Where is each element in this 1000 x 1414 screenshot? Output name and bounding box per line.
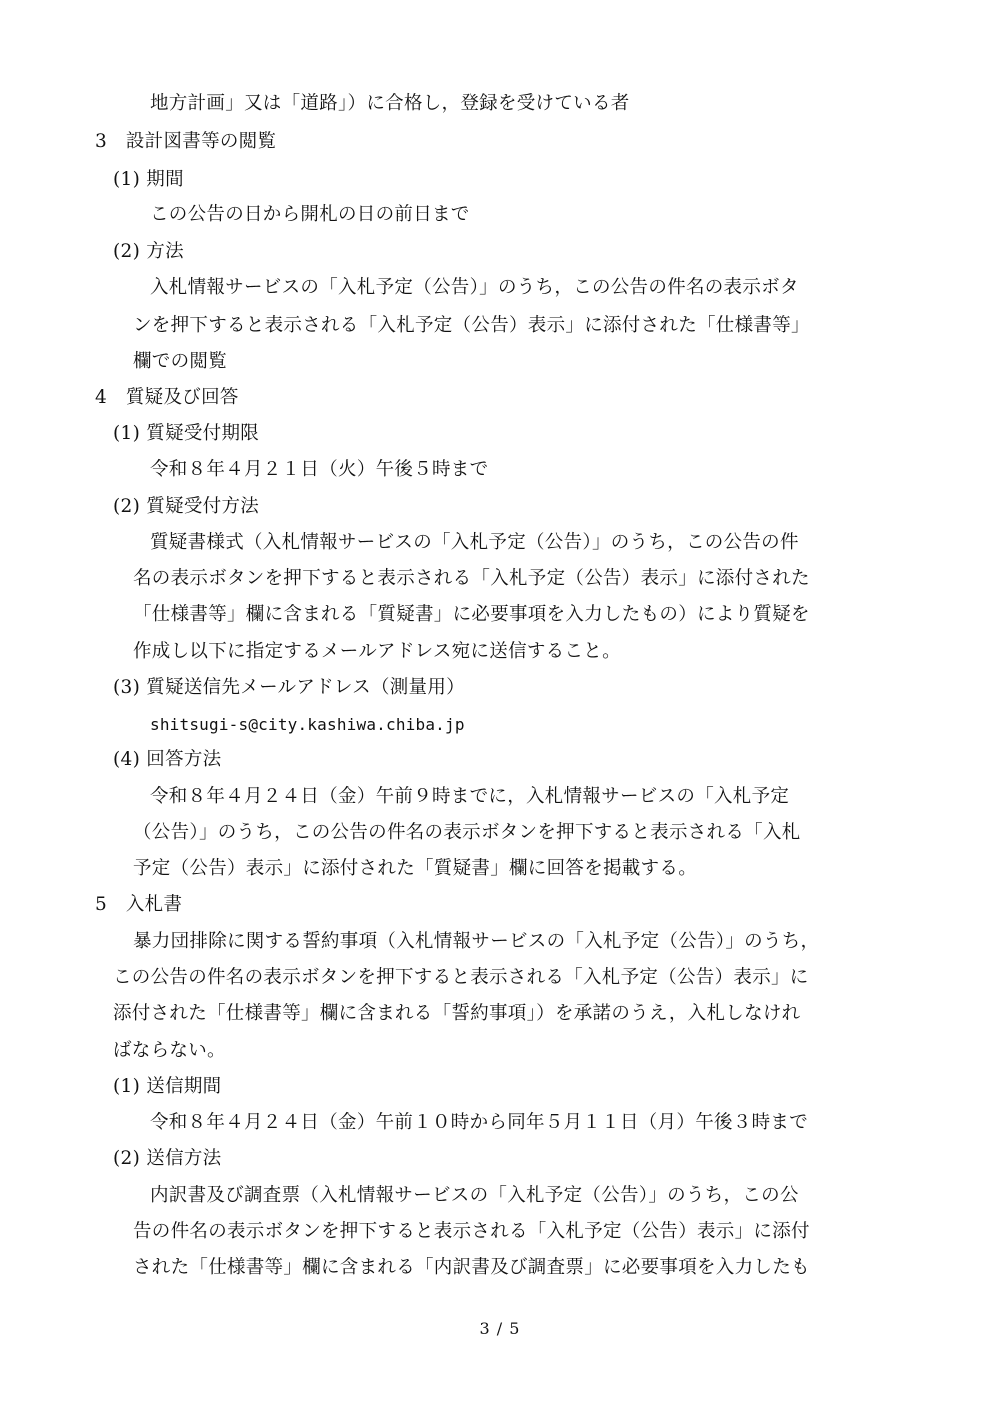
text-line: 作成し以下に指定するメールアドレス宛に送信すること。 [133,641,621,662]
text-line: 添付された「仕様書等」欄に含まれる「誓約事項」）を承諾のうえ，入札しなけれ [113,1003,801,1024]
text-line: 予定（公告）表示」に添付された「質疑書」欄に回答を掲載する。 [133,858,698,879]
text-line: （公告）」のうち，この公告の件名の表示ボタンを押下すると表示される「入札 [133,822,801,843]
text-line: 内訳書及び調査票（入札情報サービスの「入札予定（公告）」のうち，この公 [150,1185,799,1206]
subsection-heading: (1) 質疑受付期限 [113,423,260,444]
section-heading: 5 入札書 [95,894,183,915]
subsection-heading: (1) 期間 [113,169,184,190]
text-line: 告の件名の表示ボタンを押下すると表示される「入札予定（公告）表示」に添付 [133,1221,810,1242]
text-line: 令和８年４月２４日（金）午前１０時から同年５月１１日（月）午後３時まで [150,1112,809,1133]
subsection-heading: (2) 送信方法 [113,1148,222,1169]
subsection-heading: (3) 質疑送信先メールアドレス（測量用） [113,677,465,698]
text-line: 名の表示ボタンを押下すると表示される「入札予定（公告）表示」に添付された [133,568,810,589]
text-line: 「仕様書等」欄に含まれる「質疑書」に必要事項を入力したもの）により質疑を [133,604,810,625]
text-line: 欄での閲覧 [133,351,228,372]
subsection-heading: (2) 方法 [113,241,184,262]
text-line: 入札情報サービスの「入札予定（公告）」のうち，この公告の件名の表示ボタ [150,277,799,298]
text-line: 質疑書様式（入札情報サービスの「入札予定（公告）」のうち，この公告の件 [150,532,799,553]
subsection-heading: (1) 送信期間 [113,1076,222,1097]
text-line: ンを押下すると表示される「入札予定（公告）表示」に添付された「仕様書等」 [133,315,810,336]
page-number: 3 / 5 [479,1319,521,1338]
text-line: された「仕様書等」欄に含まれる「内訳書及び調査票」に必要事項を入力したも [133,1257,810,1278]
subsection-heading: (4) 回答方法 [113,749,222,770]
text-line: 令和８年４月２１日（火）午後５時まで [150,459,489,480]
section-heading: 3 設計図書等の閲覧 [95,131,277,152]
text-line: この公告の件名の表示ボタンを押下すると表示される「入札予定（公告）表示」に [113,967,809,988]
text-line: 地方計画」又は「道路」）に合格し，登録を受けている者 [150,93,630,114]
section-heading: 4 質疑及び回答 [95,387,239,408]
text-line: 令和８年４月２４日（金）午前９時までに，入札情報サービスの「入札予定 [150,786,790,807]
text-line: 暴力団排除に関する誓約事項（入札情報サービスの「入札予定（公告）」のうち， [133,931,820,952]
text-line: ばならない。 [113,1040,226,1061]
email-address: shitsugi-s@city.kashiwa.chiba.jp [150,715,465,734]
text-line: この公告の日から開札の日の前日まで [150,204,470,225]
subsection-heading: (2) 質疑受付方法 [113,496,260,517]
